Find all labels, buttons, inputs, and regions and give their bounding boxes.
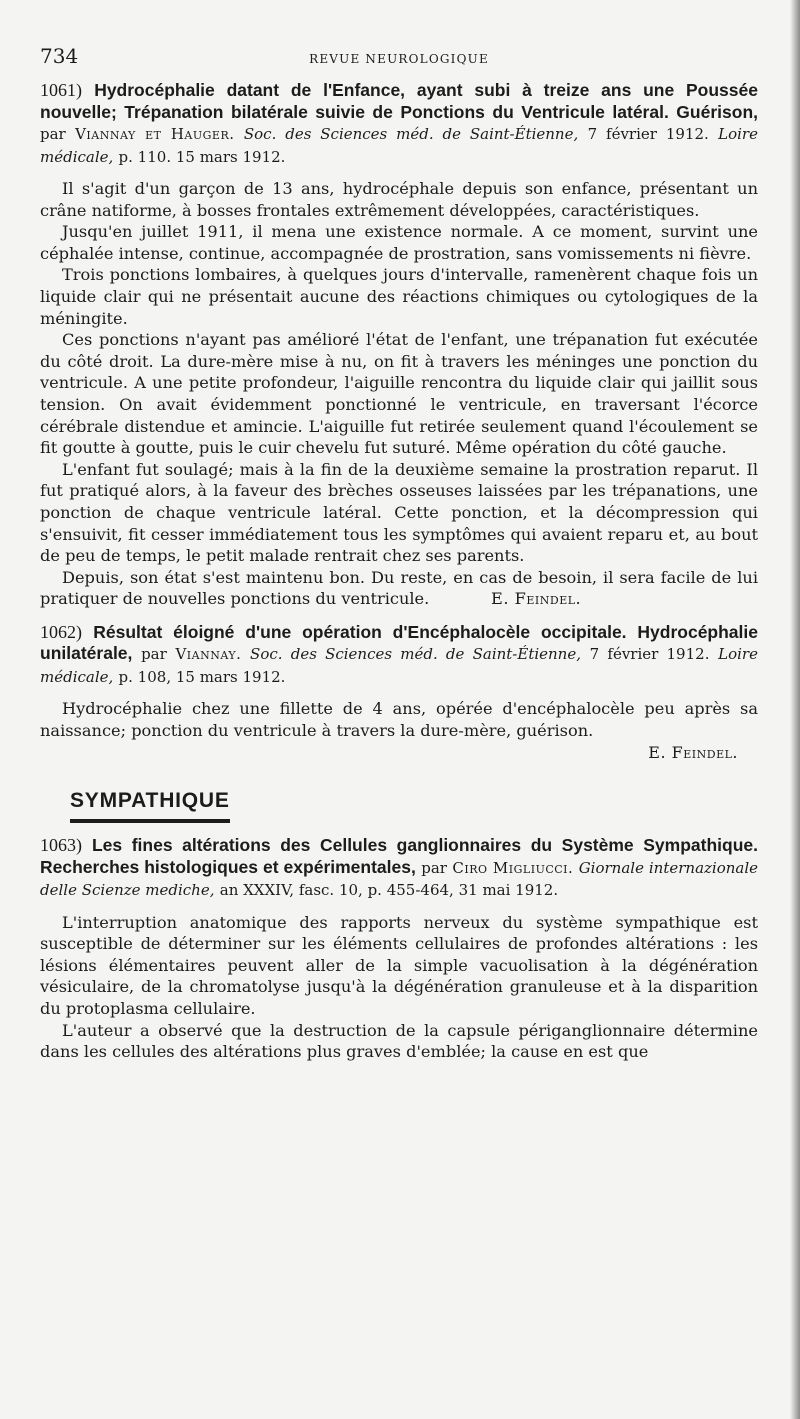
entry-society: Soc. des Sciences méd. de Saint-Étienne, xyxy=(250,645,581,664)
entry-par: par xyxy=(141,645,167,664)
signature: E. Feindel. xyxy=(648,742,738,762)
entry-authors: Viannay et Hauger. xyxy=(75,125,235,143)
entry-date: 7 février 1912. xyxy=(589,645,710,664)
paragraph: Hydrocéphalie chez une fillette de 4 ans, opérée d'encéphalocèle peu après sa naissance; ponction du ventricule à travers la dure-mère, guérison. xyxy=(40,699,758,740)
paragraph: L'interruption anatomique des rapports nerveux du système sympathique est susceptible de déterminer sur les éléments cellulaires de profondes altérations : les lésions élémentaires peuvent aller de la simple vacuolisation à la dégénération vésiculaire, de la chromatolyse jusqu'à la dégénération granuleuse et à la disparition du protoplasma cellulaire. xyxy=(40,912,758,1019)
entry-authors: Ciro Migliucci. xyxy=(452,858,574,877)
entry-heading xyxy=(40,622,758,689)
entry-volume-pages: an XXXIV, fasc. 10, p. 455-464, 31 mai 1912. xyxy=(219,881,559,900)
page xyxy=(40,40,758,1063)
entry-par: par xyxy=(421,858,447,877)
abstract-entry-1061 xyxy=(40,80,758,610)
entry-title: Hydrocéphalie datant de l'Enfance, ayant subi à treize ans une Poussée nouvelle; Trépanation bilatérale suivie de Ponctions du Ventricule latéral. Guérison, xyxy=(40,80,758,122)
entry-pages: p. 108, 15 mars 1912. xyxy=(118,667,286,686)
entry-authors: Viannay. xyxy=(175,645,242,664)
paragraph: Il s'agit d'un garçon de 13 ans, hydrocéphale depuis son enfance, présentant un crâne natiforme, à bosses frontales extrêmement développées, caractéristiques. xyxy=(40,179,758,220)
entry-title: Résultat éloigné d'une opération d'Encéphalocèle occipitale. Hydrocéphalie unilatérale, xyxy=(40,621,758,664)
entry-par: par xyxy=(40,125,66,143)
section-heading xyxy=(40,789,758,823)
entry-number: 1062) xyxy=(40,621,82,642)
entry-title: Les fines altérations des Cellules ganglionnaires du Système Sympathique. Recherches histologiques et expérimentales, xyxy=(40,835,758,877)
entry-number: 1063) xyxy=(40,835,82,856)
paragraph: Trois ponctions lombaires, à quelques jours d'intervalle, ramenèrent chaque fois un liquide clair qui ne présentait aucune des réactions chimiques ou cytologiques de la méningite. xyxy=(40,265,758,328)
paragraph: Jusqu'en juillet 1911, il mena une existence normale. A ce moment, survint une céphalée intense, continue, accompagnée de prostration, sans vomissements ni fièvre. xyxy=(40,222,758,263)
paragraph: L'auteur a observé que la destruction de la capsule périganglionnaire détermine dans les cellules des altérations plus graves d'emblée; la cause en est que xyxy=(40,1020,758,1062)
paragraph-with-signature xyxy=(40,567,758,610)
running-header xyxy=(40,40,758,72)
entry-heading xyxy=(40,835,758,902)
abstract-entry-1062 xyxy=(40,622,758,763)
entry-date: 7 février 1912. xyxy=(587,125,709,143)
entry-journal: Loire médicale, xyxy=(40,645,758,686)
section-title: SYMPATHIQUE xyxy=(70,789,230,823)
paragraph: Ces ponctions n'ayant pas amélioré l'état de l'enfant, une trépanation fut exécutée du côté droit. La dure-mère mise à nu, on fit à travers les méninges une ponction du ventricule. A une petite profondeur, l'aiguille rencontra du liquide clair qui jaillit sous tension. On avait évidemment ponctionné le ventricule, en traversant l'écorce cérébrale distendue et amincie. L'aiguille fut retirée seulement quand l'écoulement se fit goutte à goutte, puis le cuir chevelu fut suturé. Même opération du côté gauche. xyxy=(40,330,758,458)
entry-heading xyxy=(40,80,758,168)
entry-journal: Giornale internazionale delle Scienze mediche, xyxy=(40,858,759,900)
scan-edge-shadow xyxy=(790,0,800,1419)
abstract-entry-1063 xyxy=(40,835,758,1063)
paragraph-text: Depuis, son état s'est maintenu bon. Du reste, en cas de besoin, il sera facile de lui pratiquer de nouvelles ponctions du ventricule. xyxy=(40,567,758,609)
signature: E. Feindel. xyxy=(491,589,582,609)
journal-title: REVUE NEUROLOGIQUE xyxy=(309,52,489,66)
entry-journal: Loire médicale, xyxy=(40,125,758,166)
entry-society: Soc. des Sciences méd. de Saint-Étienne, xyxy=(243,125,579,143)
entry-number: 1061) xyxy=(40,80,82,100)
paragraph: L'enfant fut soulagé; mais à la fin de la deuxième semaine la prostration reparut. Il fut pratiqué alors, à la faveur des brèches osseuses laissées par les trépanations, une ponction de chaque ventricule latéral. Cette ponction, et la décompression qui s'ensuivit, fit cesser immédiatement tous les symptômes qui avaient reparu et, au bout de peu de temps, le petit malade rentrait chez ses parents. xyxy=(40,459,758,566)
entry-pages: p. 110. 15 mars 1912. xyxy=(118,147,286,166)
page-number: 734 xyxy=(40,44,79,68)
